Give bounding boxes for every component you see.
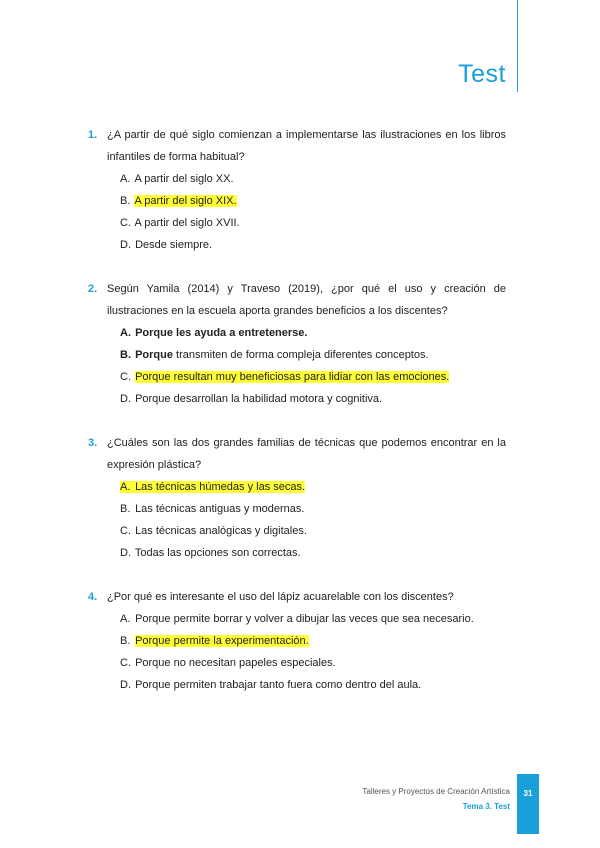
question-1 [88, 124, 506, 256]
answer-option-d: D. Porque permiten trabajar tanto fuera como dentro del aula. [120, 679, 422, 691]
page-title: Test [458, 60, 506, 88]
answer-option-c: C. Las técnicas analógicas y digitales. [120, 525, 307, 537]
answer-options [120, 476, 506, 564]
answer-options [120, 168, 506, 256]
page-footer [362, 784, 510, 814]
answer-option-b: B. Porque permite la experimentación. [120, 635, 309, 647]
question-text: ¿A partir de qué siglo comienzan a implementarse las ilustraciones en los libros infantiles de forma habitual? [107, 129, 506, 163]
question-number: 1. [88, 129, 98, 141]
question-number: 3. [88, 437, 98, 449]
question-3 [88, 432, 506, 564]
answer-option-a: A. Porque les ayuda a entretenerse. [120, 327, 308, 339]
highlighted-answer: Porque permite la experimentación. [135, 635, 309, 647]
answer-option-a: A. Porque permite borrar y volver a dibujar las veces que sea necesario. [120, 613, 474, 625]
topic-label: Tema 3. Test [462, 802, 510, 811]
question-text: Según Yamila (2014) y Traveso (2019), ¿por qué el uso y creación de ilustraciones en la escuela aporta grandes beneficios a los discentes? [107, 283, 506, 317]
question-list [88, 124, 506, 718]
highlighted-answer: A partir del siglo XIX. [134, 195, 237, 207]
highlighted-answer: Las técnicas húmedas y las secas. [135, 481, 306, 493]
question-number: 4. [88, 591, 98, 603]
answer-option-b: B. A partir del siglo XIX. [120, 195, 237, 207]
question-4 [88, 586, 506, 696]
answer-option-d: D. Todas las opciones son correctas. [120, 547, 301, 559]
answer-option-c: C. A partir del siglo XVII. [120, 217, 240, 229]
answer-option-c: C. Porque no necesitan papeles especiales. [120, 657, 336, 669]
answer-option-c: C. Porque resultan muy beneficiosas para lidiar con las emociones. [120, 371, 450, 383]
answer-options [120, 608, 506, 696]
page-number: 31 [517, 774, 539, 834]
top-accent-rule [517, 0, 518, 92]
answer-option-a: A. Las técnicas húmedas y las secas. [120, 481, 306, 493]
question-text: ¿Por qué es interesante el uso del lápiz acuarelable con los discentes? [107, 591, 454, 603]
answer-option-d: D. Porque desarrollan la habilidad motora y cognitiva. [120, 393, 383, 405]
highlighted-answer: Porque resultan muy beneficiosas para lidiar con las emociones. [135, 371, 450, 383]
answer-option-a: A. A partir del siglo XX. [120, 173, 234, 185]
question-2 [88, 278, 506, 410]
answer-option-b: B. Las técnicas antiguas y modernas. [120, 503, 305, 515]
course-title: Talleres y Proyectos de Creación Artística [362, 787, 510, 796]
answer-option-b: B. Porque transmiten de forma compleja diferentes conceptos. [120, 349, 429, 361]
answer-options [120, 322, 506, 410]
question-text: ¿Cuáles son las dos grandes familias de técnicas que podemos encontrar en la expresión plástica? [107, 437, 506, 471]
answer-option-d: D. Desde siempre. [120, 239, 213, 251]
question-number: 2. [88, 283, 98, 295]
